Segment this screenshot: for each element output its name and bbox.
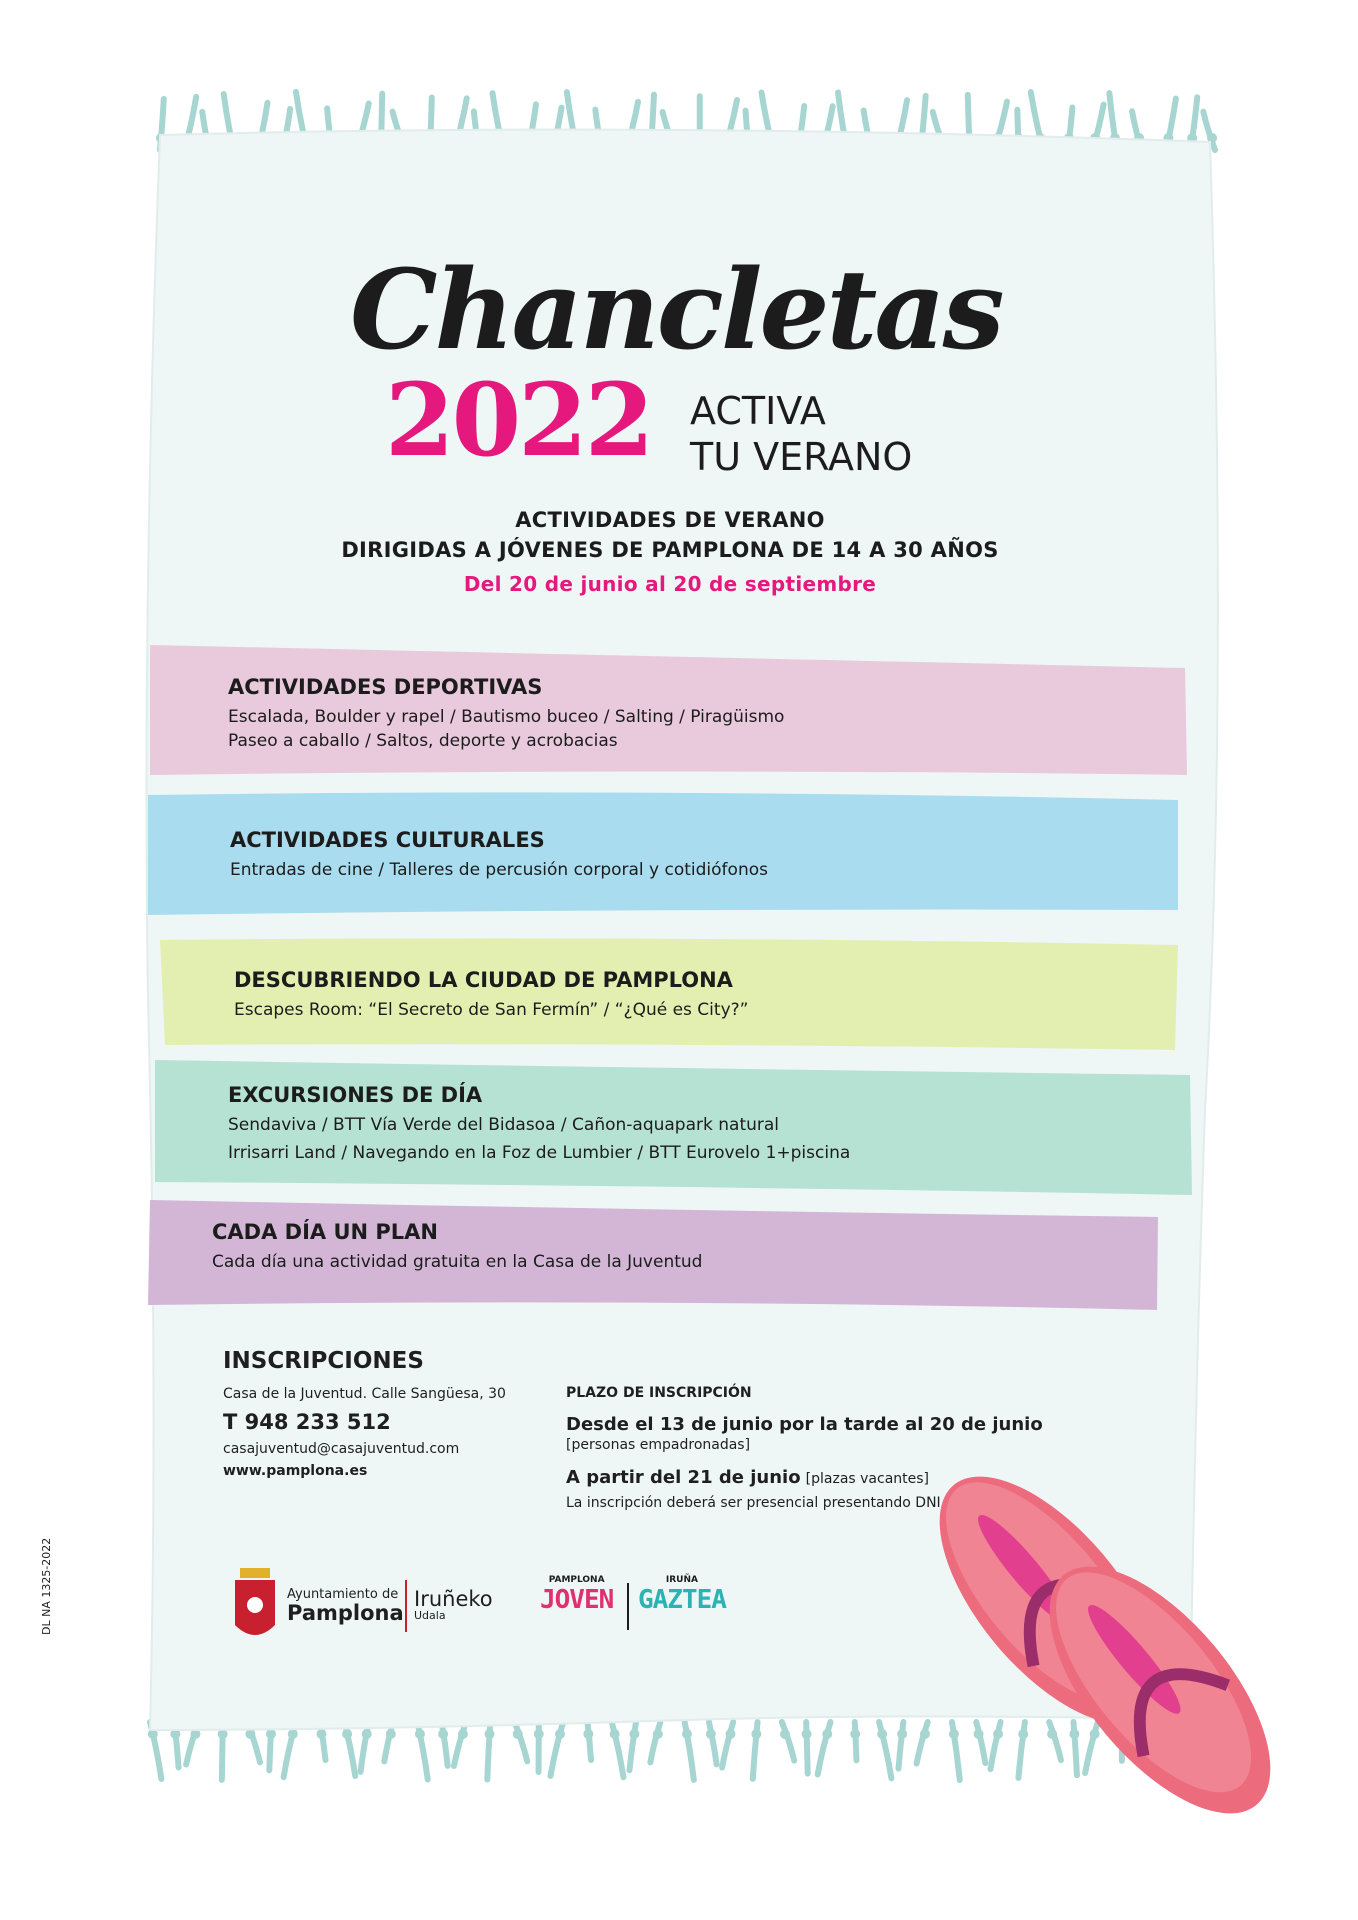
fringe-tassel: [917, 1722, 928, 1764]
fringe-knot: [316, 1729, 326, 1739]
fringe-tassel: [976, 1722, 985, 1763]
plazo-line-3: La inscripción deberá ser presencial presentando DNI: [566, 1495, 941, 1511]
fringe-knot: [362, 1729, 372, 1739]
fringe-tassel: [898, 1722, 903, 1769]
band-title: CADA DÍA UN PLAN: [212, 1220, 439, 1244]
fringe-knot: [555, 1729, 565, 1739]
fringe-knot: [1069, 1729, 1079, 1739]
fringe-knot: [949, 1729, 959, 1739]
inscripciones-address: Casa de la Juventud. Calle Sangüesa, 30: [223, 1386, 506, 1402]
fringe-knot: [751, 1729, 761, 1739]
fringe-knot: [1047, 1729, 1057, 1739]
fringe-knot: [850, 1729, 860, 1739]
joven-big: JOVEN: [540, 1585, 614, 1615]
inscripciones-title: INSCRIPCIONES: [223, 1348, 424, 1374]
fringe-knot: [993, 1729, 1003, 1739]
fringe-knot: [682, 1729, 692, 1739]
fringe-knot: [780, 1729, 790, 1739]
fringe-tassel: [990, 1722, 1000, 1769]
fringe-knot: [438, 1729, 448, 1739]
fringe-knot: [897, 1729, 907, 1739]
gaztea-big: GAZTEA: [638, 1585, 726, 1615]
ayuntamiento-line-2: Pamplona: [287, 1600, 404, 1625]
joven-small: PAMPLONA: [548, 1575, 605, 1585]
band-culturales-content: [230, 828, 768, 882]
band-line: Sendaviva / BTT Vía Verde del Bidasoa / Cañon-aquapark natural: [228, 1115, 780, 1135]
fringe-tassel: [782, 1722, 794, 1761]
ayuntamiento-line-1: Ayuntamiento de: [287, 1587, 399, 1602]
pamplona-joven-logo: [540, 1575, 613, 1615]
fringe-knot: [725, 1729, 735, 1739]
fringe-knot: [1018, 1729, 1028, 1739]
inscripciones-phone[interactable]: T 948 233 512: [223, 1410, 391, 1434]
plazo-title: PLAZO DE INSCRIPCIÓN: [566, 1385, 752, 1401]
plazo-line-2: [566, 1467, 929, 1488]
plazo-line-2-note: [plazas vacantes]: [805, 1471, 930, 1487]
poster-year: 2022: [385, 361, 652, 479]
fringe-tassel: [587, 1722, 591, 1760]
plazo-line-1: Desde el 13 de junio por la tarde al 20 de junio: [566, 1414, 1043, 1435]
fringe-knot: [653, 1729, 663, 1739]
fringe-tassel: [515, 1722, 528, 1761]
fringe-knot: [1090, 1729, 1100, 1739]
gaztea-small: IRUÑA: [665, 1575, 698, 1585]
band-line: Escapes Room: “El Secreto de San Fermín” / “¿Qué es City?”: [234, 1000, 749, 1020]
tagline-line-2: TU VERANO: [690, 435, 913, 479]
tagline-line-1: ACTIVA: [690, 389, 826, 433]
fringe-tassel: [709, 1722, 717, 1764]
inscripciones-email[interactable]: casajuventud@casajuventud.com: [223, 1441, 460, 1457]
band-deportivas-content: [228, 675, 784, 753]
poster-dates: Del 20 de junio al 20 de septiembre: [463, 572, 877, 596]
fringe-knot: [458, 1729, 468, 1739]
fringe-knot: [706, 1729, 716, 1739]
fringe-knot: [288, 1729, 298, 1739]
fringe-knot: [629, 1729, 639, 1739]
fringe-knot: [583, 1729, 593, 1739]
fringe-knot: [415, 1729, 425, 1739]
fringe-knot: [342, 1729, 352, 1739]
fringe-knot: [822, 1729, 832, 1739]
fringe-tassel: [855, 1722, 857, 1760]
towel-fringe-bottom: [148, 1722, 1197, 1780]
irune-line-2: Udala: [414, 1609, 446, 1623]
fringe-knot: [266, 1729, 276, 1739]
band-ciudad-content: [234, 968, 748, 1022]
band-title: DESCUBRIENDO LA CIUDAD DE PAMPLONA: [234, 968, 733, 992]
band-cada-dia-content: [212, 1220, 702, 1274]
fringe-tassel: [442, 1722, 448, 1766]
fringe-tassel: [650, 1722, 660, 1762]
band-line: Escalada, Boulder y rapel / Bautismo buceo / Salting / Piragüismo: [228, 707, 785, 727]
fringe-knot: [534, 1729, 544, 1739]
ayuntamiento-logo: [287, 1588, 404, 1624]
poster-tagline: [690, 388, 912, 480]
irune-line-1: Iruñeko: [414, 1587, 493, 1611]
plazo-line-1-note: [personas empadronadas]: [566, 1437, 751, 1453]
fringe-tassel: [1049, 1722, 1061, 1760]
fringe-knot: [877, 1729, 887, 1739]
fringe-knot: [974, 1729, 984, 1739]
plazo-line-2-text: A partir del 21 de junio: [566, 1467, 801, 1488]
band-title: ACTIVIDADES CULTURALES: [230, 828, 545, 852]
fringe-knot: [484, 1729, 494, 1739]
band-title: ACTIVIDADES DEPORTIVAS: [228, 675, 543, 699]
fringe-tassel: [722, 1722, 733, 1768]
legal-deposit: DL NA 1325-2022: [40, 1537, 53, 1635]
iruna-gaztea-logo: [638, 1575, 726, 1615]
band-line: Paseo a caballo / Saltos, deporte y acrobacias: [228, 731, 618, 751]
fringe-knot: [386, 1729, 396, 1739]
band-title: EXCURSIONES DE DÍA: [228, 1083, 483, 1107]
fringe-knot: [610, 1729, 620, 1739]
irune-logo: [414, 1588, 493, 1622]
band-excursiones-content: [228, 1083, 850, 1165]
fringe-tassel: [454, 1722, 466, 1766]
fringe-knot: [513, 1729, 523, 1739]
subtitle-line-1: ACTIVIDADES DE VERANO: [515, 508, 825, 532]
band-line: Cada día una actividad gratuita en la Casa de la Juventud: [212, 1252, 703, 1272]
poster-title: Chancletas: [350, 245, 1002, 374]
fringe-knot: [802, 1729, 812, 1739]
inscripciones-web[interactable]: www.pamplona.es: [223, 1463, 368, 1479]
band-line: Irrisarri Land / Navegando en la Foz de Lumbier / BTT Eurovelo 1+piscina: [228, 1143, 851, 1163]
subtitle-line-2: DIRIGIDAS A JÓVENES DE PAMPLONA DE 14 A 30 AÑOS: [341, 538, 999, 562]
band-line: Entradas de cine / Talleres de percusión corporal y cotidiófonos: [230, 860, 768, 880]
fringe-knot: [920, 1729, 930, 1739]
